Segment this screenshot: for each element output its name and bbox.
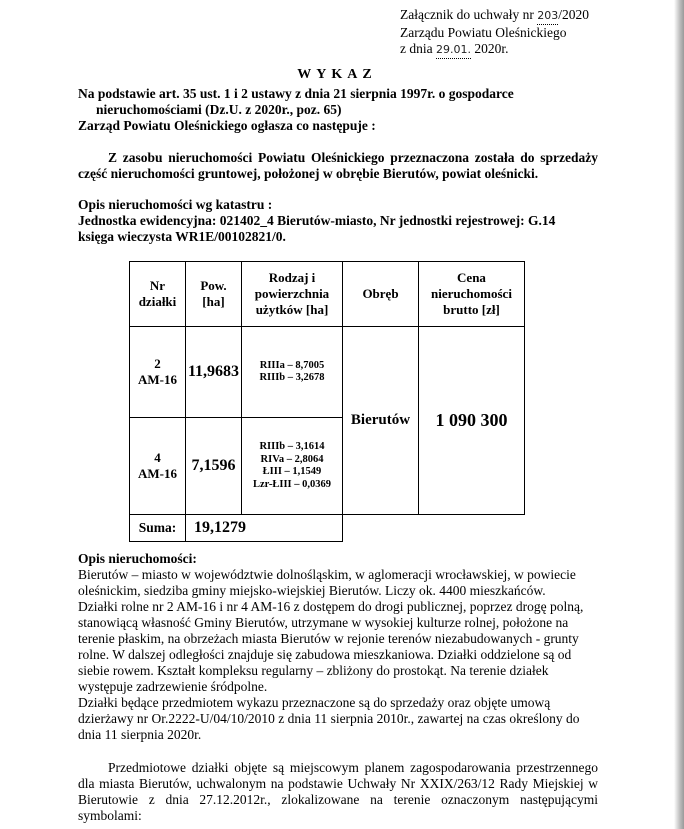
header-precinct: Obręb (343, 262, 419, 327)
table-row (130, 327, 525, 418)
handwritten-resolution-number: 203 (537, 8, 558, 25)
cadastre-section (78, 197, 598, 245)
header-price: Cena nieruchomości brutto [zł] (419, 262, 525, 327)
sum-value: 19,1279 (186, 515, 343, 542)
description-heading: Opis nieruchomości: (78, 551, 197, 566)
parcel-number: 4 AM-16 (130, 418, 186, 515)
description-paragraph-2: Działki rolne nr 2 AM-16 i nr 4 AM-16 z dostępem do drogi publicznej, poprzez drogę polną, stanowiącą własność Gminy Bierutów, utrzymane w wysokiej kulturze rolnej, położone na terenie płaskim, na obrzeżach miasta Bierutów w rejonie terenów niezabudowanych - grunty rolne. W dalszej odległości znajduje się zabudowa mieszkaniowa. Działki oddzielone są od siebie rowem. Kształt kompleksu regularny – zbliżony do prostokąt. Na terenie działek występuje zadrzewienie śródpolne. (78, 599, 584, 694)
table-header-row (130, 262, 525, 327)
parcel-number: 2 AM-16 (130, 327, 186, 418)
precinct-name: Bierutów (343, 327, 419, 515)
cadastre-unit: Jednostka ewidencyjna: 021402_4 Bierutów-miasto, Nr jednostki rejestrowej: G.14 (78, 213, 556, 228)
land-register: księga wieczysta WR1E/00102821/0. (78, 229, 286, 244)
annex-line-2: Zarządu Powiatu Oleśnickiego (400, 25, 567, 40)
zoning-plan-paragraph: Przedmiotowe działki objęte są miejscowym planem zagospodarowania przestrzennego dla miasta Bierutów, uchwalonym na podstawie Uchwały Nr XXIX/263/12 Rady Miejskiej w Bierutowie z dnia 27.12.2012r., zlokalizowane na terenie oznaczonym następującymi symbolami: (78, 760, 598, 823)
page-edge-shadow (674, 0, 684, 829)
annex-line-3: z dnia 29.01. 2020r. (400, 41, 589, 59)
description-paragraph-1: Bierutów – miasto w województwie dolnośląskim, w aglomeracji wrocławskiej, w powiecie oleśnickim, siedziba gminy miejsko-wiejskiej Bierutów. Liczy ok. 4400 mieszkańców. (78, 567, 576, 598)
land-use-list: RIIIa – 8,7005 RIIIb – 3,2678 (242, 327, 343, 418)
handwritten-date: 29.01. (436, 42, 471, 59)
parcel-area: 11,9683 (186, 327, 242, 418)
description-section (78, 551, 598, 743)
legal-basis-line-1: Na podstawie art. 35 ust. 1 i 2 ustawy z dnia 21 sierpnia 1997r. o gospodarce (78, 86, 514, 101)
sum-label: Suma: (130, 515, 186, 542)
table-sum-row (130, 515, 525, 542)
legal-basis (78, 86, 598, 134)
document-title: WYKAZ (297, 67, 377, 82)
empty-cell (343, 515, 525, 542)
parcels-table (129, 261, 525, 542)
description-paragraph-3: Działki będące przedmiotem wykazu przeznaczone są do sprzedaży oraz objęte umową dzierżawy nr Or.2222-U/04/10/2010 z dnia 11 sierpnia 2010r., zawartej na czas określony do dnia 11 sierpnia 2020r. (78, 695, 580, 742)
gross-price: 1 090 300 (419, 327, 525, 515)
sale-statement: Z zasobu nieruchomości Powiatu Oleśnickiego przeznaczona została do sprzedaży część nieruchomości gruntowej, położonej w obrębie Bierutów, powiat oleśnicki. (78, 150, 598, 181)
annex-line-1: Załącznik do uchwały nr 203/2020 (400, 7, 589, 25)
board-announcement: Zarząd Powiatu Oleśnickiego ogłasza co następuje : (78, 118, 376, 133)
parcel-area: 7,1596 (186, 418, 242, 515)
header-parcel-number: Nr działki (130, 262, 186, 327)
header-area: Pow. [ha] (186, 262, 242, 327)
cadastre-heading: Opis nieruchomości wg katastru : (78, 197, 273, 212)
annex-header (400, 7, 589, 59)
land-use-list: RIIIb – 3,1614 RIVa – 2,8064 ŁIII – 1,1549 Lzr-ŁIII – 0,0369 (242, 418, 343, 515)
header-land-use: Rodzaj i powierzchnia użytków [ha] (242, 262, 343, 327)
legal-basis-line-2: nieruchomościami (Dz.U. z 2020r., poz. 65) (96, 102, 342, 117)
